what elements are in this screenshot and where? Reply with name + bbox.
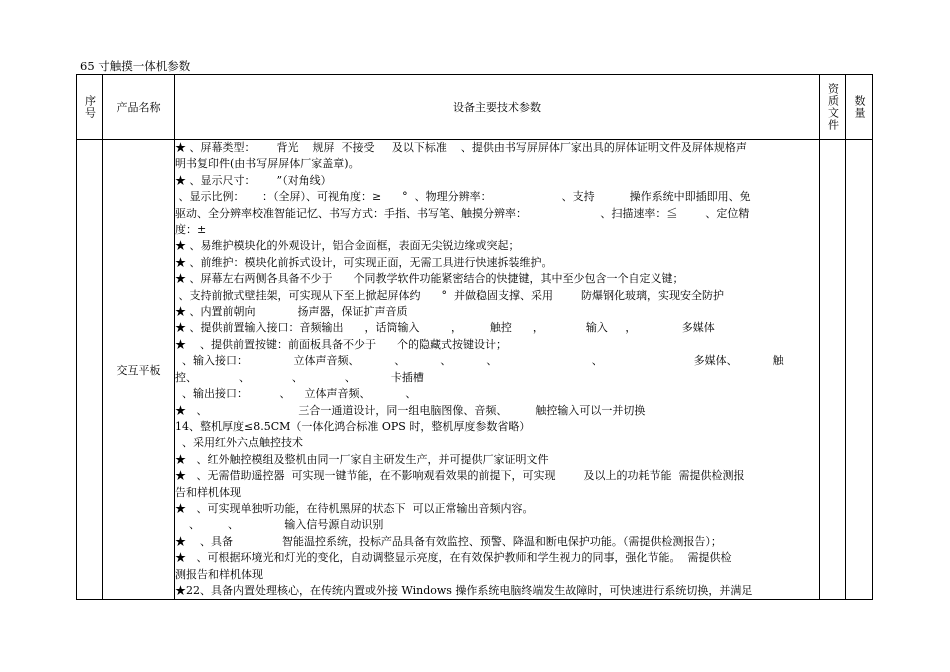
parameter-table (76, 74, 873, 600)
header-qualification: 资质文件 (820, 75, 846, 140)
parameter-line: ★ 、屏幕左右两侧各具备不少于 个同教学软件功能紧密结合的快捷键，其中至少包含一个自定义键； (175, 272, 684, 286)
parameter-line: 、采用红外六点触控技术 (175, 436, 303, 450)
parameter-line: ★ 、前维护：模块化前拆式设计，可实现正面，无需工具进行快速拆装维护。 (175, 255, 553, 269)
header-parameters: 设备主要技术参数 (175, 75, 820, 140)
parameter-line: ★ 、具备 智能温控系统，投标产品具备有效监控、预警、降温和断电保护功能。（需提供检测报告）； (175, 534, 722, 548)
cell-quantity (846, 140, 873, 600)
header-product-name: 产品名称 (103, 75, 175, 140)
table-row (77, 140, 873, 600)
cell-product-name: 交互平板 (103, 140, 175, 600)
parameter-line: 、 、 输入信号源自动识别 (175, 518, 384, 532)
parameter-line: 明书复印件(由书写屏屏体厂家盖章)。 (175, 157, 360, 171)
parameter-line: 告和样机体现 (175, 485, 241, 499)
header-index: 序号 (77, 75, 103, 140)
parameter-line: 驱动、全分辨率校准智能记忆、书写方式：手指、书写笔、触摸分辨率： 、扫描速率：≦ 、定位精 (175, 206, 750, 220)
header-row (77, 75, 873, 140)
parameter-line: ★ 、提供前置输入接口：音频输出 ，话筒输入 ， 触控 ， 输入 ， 多媒体 (175, 321, 715, 335)
header-quantity: 数量 (846, 75, 873, 140)
parameter-line: ★ 、可根据环境光和灯光的变化，自动调整显示亮度，在有效保护教师和学生视力的同事，强化节能。 需提供检 (175, 551, 732, 565)
parameter-line: ★ 、红外触控模组及整机由同一厂家自主研发生产，并可提供厂家证明文件 (175, 452, 549, 466)
parameter-line: ★22、具备内置处理核心，在传统内置或外接 Windows 操作系统电脑终端发生故障时，可快速进行系统切换，并满足 (175, 583, 753, 597)
parameter-line: 、显示比例： ：（全屏）、可视角度：≥ ° 、物理分辨率： 、支持 操作系统中即插即用、免 (175, 190, 751, 204)
parameter-line: 度：± (175, 223, 207, 237)
parameter-line: ★ 、 三合一通道设计，同一组电脑图像、音频、 触控输入可以一并切换 (175, 403, 646, 417)
parameter-line: 、支持前掀式壁挂架，可实现从下至上掀起屏体约 ° 并做稳固支撑、采用 防爆钢化玻璃，实现安全防护 (175, 288, 724, 302)
parameter-line: ★ 、易维护模块化的外观设计，铝合金面框，表面无尖锐边缘或突起； (175, 239, 520, 253)
parameter-line: ★ 、无需借助遥控器 可实现一键节能，在不影响观看效果的前提下，可实现 及以上的功耗节能 需提供检测报 (175, 469, 745, 483)
parameter-line: ★ 、显示尺寸： ”（对角线） (175, 173, 332, 187)
parameter-line: ★ 、提供前置按键：前面板具备不少于 个的隐藏式按键设计； (175, 337, 507, 351)
parameter-line: 、输出接口： 、 立体声音频、 、 (175, 387, 417, 401)
parameter-line: ★ 、屏幕类型： 背光 规屏 不接受 及以下标准 、提供由书写屏屏体厂家出具的屏体证明文件及屏体规格声 (175, 141, 747, 154)
parameter-line: 控、 、 、 、 卡插槽 (175, 370, 424, 384)
parameter-line: 、输入接口： 立体声音频、 、 、 、 、 多媒体、 触 (175, 354, 784, 368)
cell-index (77, 140, 103, 600)
cell-qualification (820, 140, 846, 600)
parameter-line: ★ 、内置前朝向 扬声器，保证扩声音质 (175, 305, 408, 319)
cell-parameters (175, 140, 820, 600)
document-title: 65 寸触摸一体机参数 (80, 59, 191, 73)
parameter-line: 测报告和样机体现 (175, 567, 263, 581)
parameter-line: 14、整机厚度≤8.5CM（一体化鸿合标准 OPS 时，整机厚度参数省略） (175, 419, 531, 433)
parameter-line: ★ 、可实现单独听功能，在待机黑屏的状态下 可以正常输出音频内容。 (175, 501, 534, 515)
